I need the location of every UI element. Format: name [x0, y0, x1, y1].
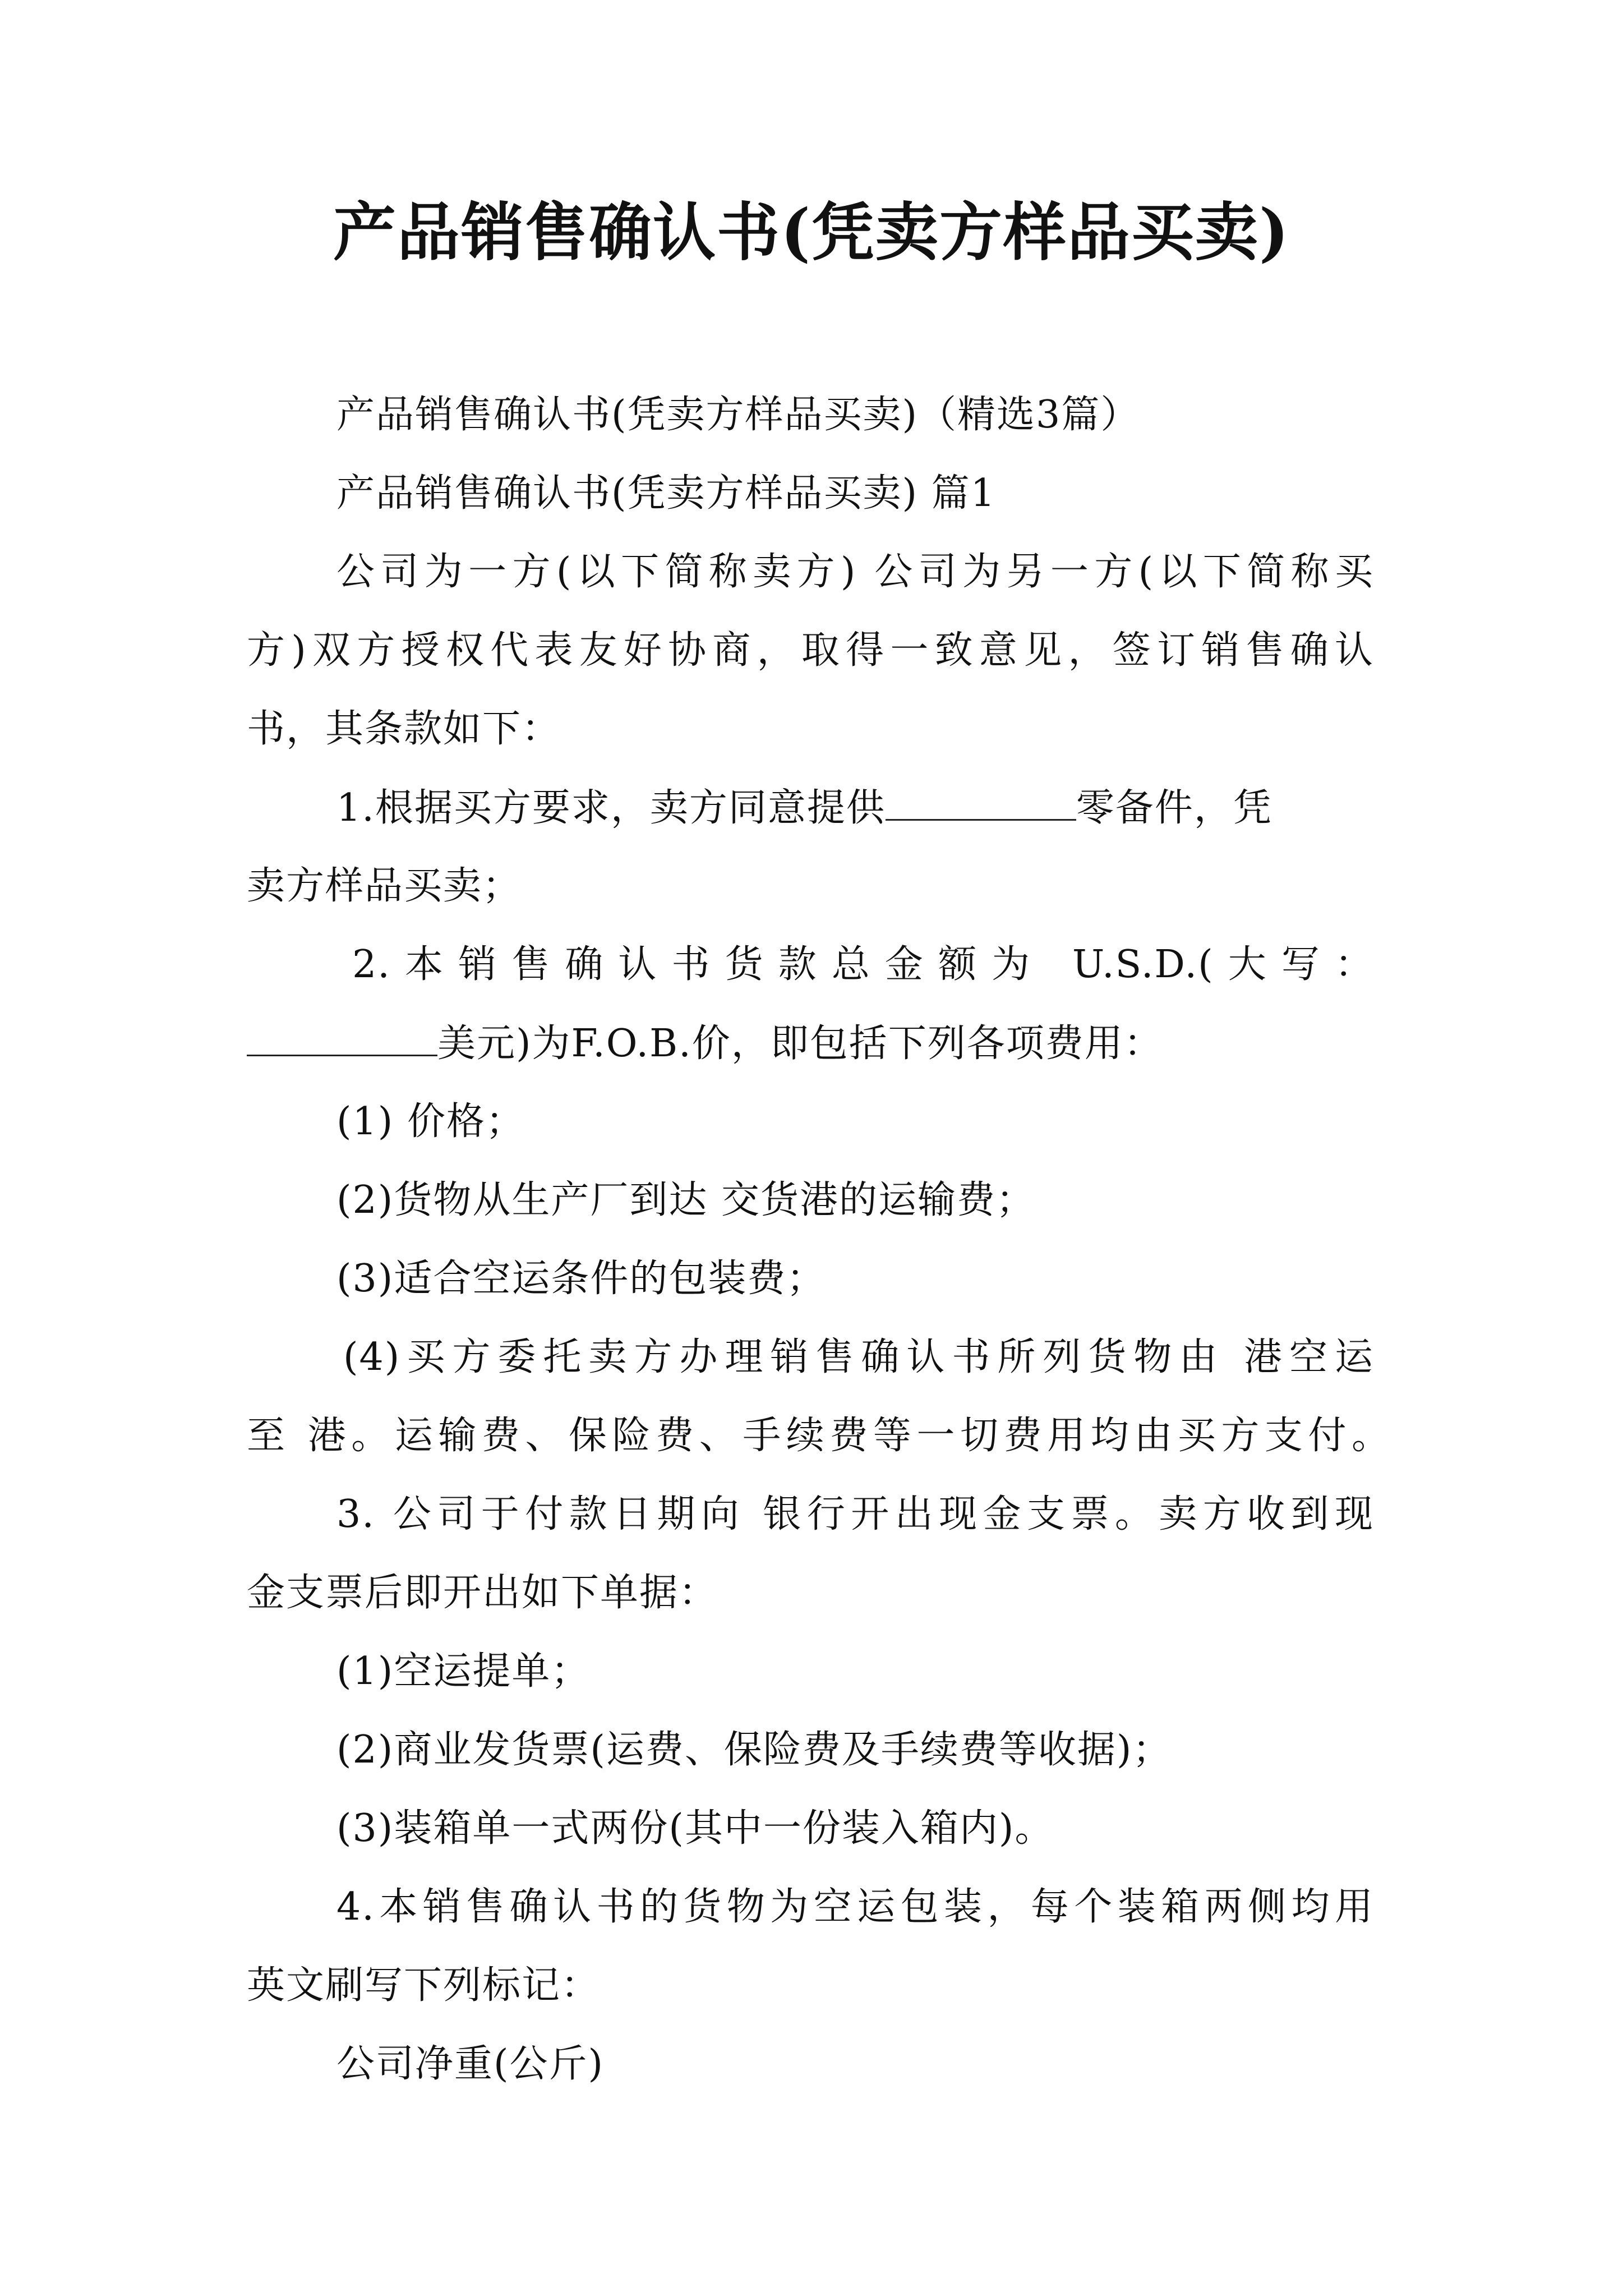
clause-3-line-2: 金支票后即开出如下单据： — [247, 1571, 718, 1615]
clause-4-line-1: 4.本销售确认书的货物为空运包装，每个装箱两侧均用 — [336, 1885, 1374, 1929]
clause-2-item-4-line-2: 至 港。运输费、保险费、手续费等一切费用均由买方支付。 — [247, 1414, 1391, 1458]
clause-2-text-b: 美元)为F.O.B.价，即包括下列各项费用： — [437, 1022, 1163, 1066]
clause-1-text-b: 零备件，凭 — [1076, 786, 1272, 830]
clause-2-blank — [247, 1015, 437, 1056]
clause-3-item-3: (3)装箱单一式两份(其中一份装入箱内)。 — [336, 1806, 1054, 1851]
section-heading: 产品销售确认书(凭卖方样品买卖) 篇1 — [336, 471, 996, 516]
document-subtitle: 产品销售确认书(凭卖方样品买卖)（精选3篇） — [336, 393, 1140, 437]
intro-line-3: 书，其条款如下： — [247, 707, 561, 751]
clause-2-item-1: (1) 价格； — [336, 1099, 525, 1144]
clause-2-line-1: 2.本销售确认书货款总金额为 U.S.D.(大写： — [352, 942, 1374, 987]
document-title: 产品销售确认书(凭卖方样品买卖) — [333, 196, 1290, 269]
clause-2-item-2: (2)货物从生产厂到达 交货港的运输费； — [336, 1178, 1035, 1222]
clause-1-blank — [886, 780, 1076, 821]
clause-2-line-2 — [247, 1015, 1163, 1072]
clause-2-item-3: (3)适合空运条件的包装费； — [336, 1257, 826, 1301]
clause-1-line-1 — [336, 780, 1374, 836]
intro-line-1: 公司为一方(以下简称卖方) 公司为另一方(以下简称买 — [336, 550, 1374, 594]
clause-4-line-2: 英文刷写下列标记： — [247, 1963, 601, 2008]
clause-1-text-a: 1.根据买方要求，卖方同意提供 — [336, 786, 886, 830]
marking-line: 公司净重(公斤) — [336, 2042, 605, 2086]
clause-2-item-4-line-1: (4)买方委托卖方办理销售确认书所列货物由 港空运 — [343, 1335, 1374, 1379]
clause-1-line-2: 卖方样品买卖； — [247, 864, 522, 908]
clause-3-item-1: (1)空运提单； — [336, 1649, 591, 1694]
clause-3-item-2: (2)商业发货票(运费、保险费及手续费等收据)； — [336, 1728, 1172, 1772]
clause-3-line-1: 3. 公司于付款日期向 银行开出现金支票。卖方收到现 — [336, 1492, 1374, 1536]
intro-line-2: 方)双方授权代表友好协商，取得一致意见，签订销售确认 — [247, 628, 1374, 673]
